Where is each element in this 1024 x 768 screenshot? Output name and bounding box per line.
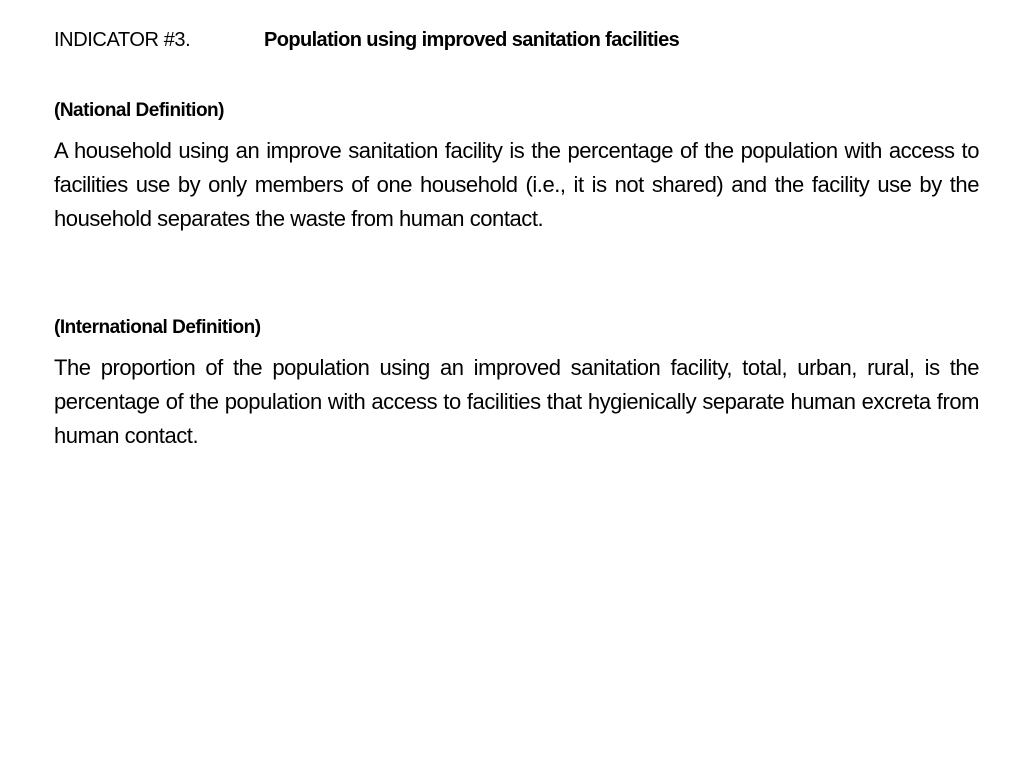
indicator-header <box>54 26 974 54</box>
national-definition-text: A household using an improve sanitation facility is the percentage of the population with access to facilities use by only members of one household (i.e., it is not shared) and the facility use by the household separates the waste from human contact. <box>54 138 979 231</box>
international-definition-heading: (International Definition) <box>54 317 261 338</box>
international-definition-text: The proportion of the population using an improved sanitation facility, total, urban, rural, is the percentage of the population with access to facilities that hygienically separate human excreta from human contact. <box>54 355 979 448</box>
indicator-title: Population using improved sanitation facilities <box>264 29 680 51</box>
indicator-label: INDICATOR #3. <box>54 29 191 51</box>
national-definition-heading: (National Definition) <box>54 100 224 121</box>
